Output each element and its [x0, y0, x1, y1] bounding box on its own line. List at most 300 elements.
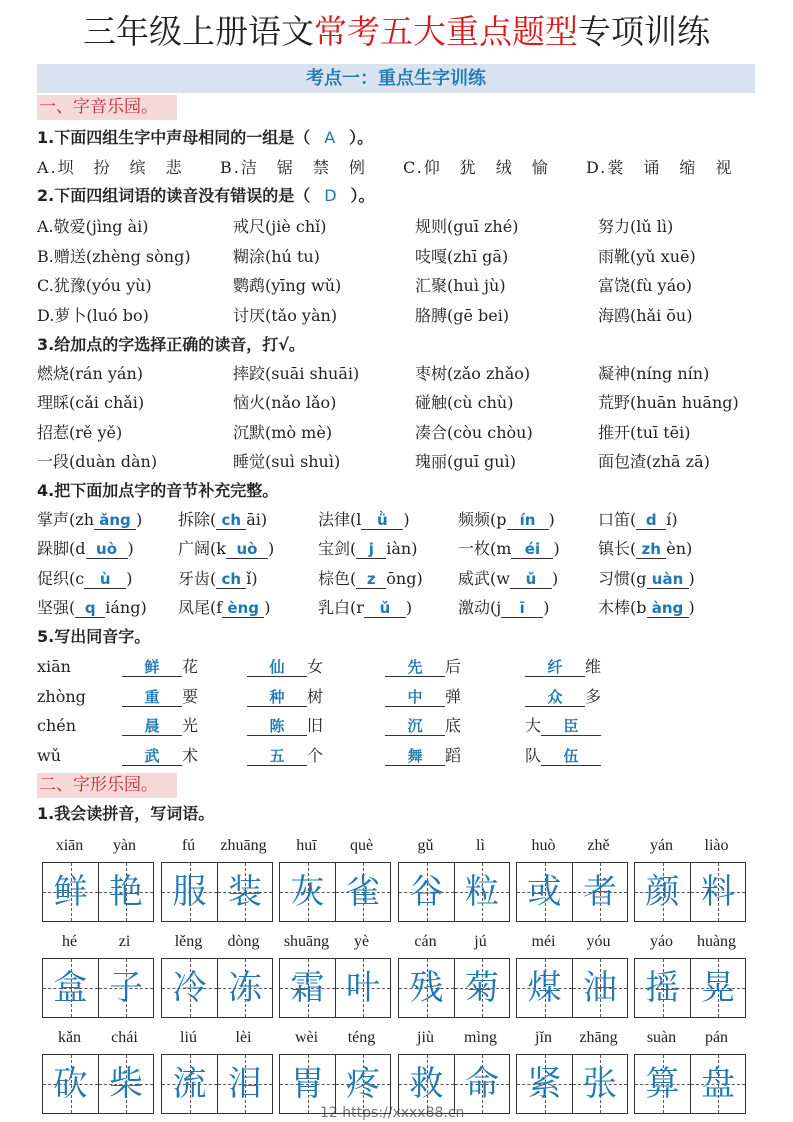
reading-choice-item: 荒野(huān huāng)	[598, 393, 739, 413]
pinyin-label: wǔ	[37, 745, 61, 765]
written-character: 胃	[290, 1064, 325, 1104]
answer-blank: ǎng	[94, 511, 136, 530]
word-reading: 胳膊(gē bei)	[415, 305, 510, 325]
answer-blank: uò	[226, 540, 268, 559]
pinyin: yóu	[586, 933, 611, 950]
word: 口笛	[598, 510, 631, 529]
answer-text: A	[324, 128, 336, 147]
pinyin: jiù	[417, 1029, 434, 1046]
pinyin-option[interactable]: zā	[685, 451, 704, 471]
word-writing-box	[634, 862, 746, 922]
word-writing-box	[42, 958, 154, 1018]
answer-blank: ǔ	[364, 599, 406, 618]
syllable-suffix: iáng	[105, 597, 141, 617]
word: 瑰丽	[415, 451, 448, 471]
word: 习惯	[598, 568, 631, 588]
pinyin-option[interactable]: cǎi	[75, 393, 99, 413]
written-character: 者	[583, 872, 617, 912]
tian-grid-cell	[572, 863, 627, 921]
syllable-prefix: g	[636, 568, 647, 588]
pinyin: jǐn	[535, 1029, 552, 1046]
syllable-prefix: p	[496, 510, 507, 529]
question-title	[37, 627, 150, 647]
homophone-item	[385, 657, 461, 677]
word-writing-box	[42, 862, 154, 922]
answer-blank: 鲜	[122, 658, 182, 677]
tian-grid-cell	[635, 863, 690, 921]
written-character: 盒	[53, 968, 88, 1008]
written-character: 谷	[409, 872, 444, 912]
written-character: 菊	[465, 968, 499, 1008]
reading-choice-item: 摔跤(suāi shuāi)	[233, 364, 360, 383]
pinyin-label: zhòng	[37, 686, 86, 706]
syllable-item: 掌声(zh ǎng )	[37, 510, 143, 529]
written-character: 张	[583, 1064, 617, 1104]
answer-blank: uàn	[647, 570, 689, 589]
syllable-item: 习惯(g uàn )	[598, 568, 695, 588]
word-writing-box	[516, 958, 628, 1018]
pinyin: zhě	[587, 837, 610, 854]
word: 招惹	[37, 422, 70, 442]
homophone-item	[385, 716, 461, 736]
written-character: 煤	[527, 968, 562, 1008]
syllable-item: 凤尾(f èng )	[178, 597, 271, 617]
pinyin-option[interactable]: lǎo	[305, 393, 331, 413]
title-part: 专项训练	[578, 12, 710, 51]
word-writing-box	[42, 1054, 154, 1114]
written-character: 灰	[290, 872, 325, 912]
answer-blank: 陈	[247, 717, 307, 736]
tian-grid-cell	[517, 1055, 572, 1113]
word: 促织	[37, 568, 70, 588]
answer-blank: 先	[385, 658, 445, 677]
question-title	[37, 804, 214, 824]
homophone-item	[385, 746, 461, 766]
pinyin-option[interactable]: zhā	[652, 451, 681, 471]
tian-grid-cell	[635, 1055, 690, 1113]
pinyin: gǔ	[417, 837, 434, 854]
pinyin-option[interactable]: tēi	[663, 422, 685, 442]
syllable-item: 法律(l ǜ )	[318, 510, 410, 529]
pinyin-option[interactable]: nín	[677, 364, 704, 383]
reading-choice-item: 理睬(cǎi chǎi)	[37, 393, 145, 413]
tian-grid-cell	[162, 863, 217, 921]
word-writing-box	[279, 1054, 391, 1114]
word: 理睬	[37, 393, 70, 413]
syllable-item: 木棒(b àng )	[598, 597, 695, 617]
answer-blank: 纤	[525, 658, 585, 677]
tian-grid-cell	[690, 863, 745, 921]
reading-choice-item: 枣树(zǎo zhǎo)	[415, 364, 531, 383]
option: A.坝 扮 缤 悲	[37, 158, 184, 177]
tian-grid-cell	[454, 1055, 509, 1113]
option: C.仰 犹 绒 愉	[403, 158, 550, 177]
syllable-item: 跺脚(d uò )	[37, 539, 134, 559]
tian-grid-cell	[217, 959, 272, 1017]
reading-choice-item: 瑰丽(guī guì)	[415, 451, 516, 471]
word: 荒野	[598, 393, 631, 413]
pinyin-option[interactable]: zǎo	[453, 364, 481, 383]
word-reading: 雨靴(yǔ xuē)	[598, 246, 696, 266]
syllable-prefix: k	[216, 539, 226, 559]
reading-choice-item: 凑合(còu chòu)	[415, 422, 533, 442]
word: 乳白	[318, 597, 351, 617]
pinyin-option[interactable]: duàn	[75, 451, 116, 471]
syllable-suffix: èn	[666, 539, 687, 559]
word: 激动	[458, 597, 491, 617]
written-character: 盘	[701, 1064, 735, 1104]
reading-choice-item: 一段(duàn dàn)	[37, 451, 158, 471]
question-end: ）。	[350, 186, 375, 205]
word-writing-box	[279, 862, 391, 922]
reading-choice-item: 招惹(rě yě)	[37, 422, 123, 442]
suffix-char: 多	[585, 686, 602, 706]
word-writing-box	[161, 1054, 273, 1114]
answer-blank: z	[356, 570, 386, 589]
reading-choice-item: 睡觉(suì shuì)	[233, 451, 341, 471]
word: 推开	[598, 422, 631, 442]
word: 棕色	[318, 568, 351, 588]
question-end: ）。	[349, 128, 374, 147]
reading-choice-item: 碰触(cù chù)	[415, 393, 514, 413]
word: 沉默	[233, 422, 266, 442]
word-reading: 努力(lǔ lì)	[598, 217, 674, 236]
pinyin-option[interactable]: níng	[636, 364, 673, 383]
syllable-item: 拆除( ch āi)	[178, 510, 268, 529]
syllable-prefix: r	[356, 597, 364, 617]
written-character: 霜	[290, 968, 325, 1008]
reading-choice-item: 凝神(níng nín)	[598, 364, 710, 383]
tian-grid-cell	[572, 1055, 627, 1113]
syllable-item: 牙齿( ch ǐ)	[178, 568, 258, 588]
homophone-item	[122, 716, 198, 736]
word: 镇长	[598, 539, 631, 559]
written-character: 泪	[228, 1064, 262, 1104]
word: 凑合	[415, 422, 448, 442]
answer-blank: ín	[507, 511, 549, 530]
pinyin: xiān	[55, 837, 84, 854]
suffix-char: 弹	[445, 686, 462, 706]
pinyin-option[interactable]: suāi	[271, 364, 305, 383]
pinyin-option[interactable]: mè	[301, 422, 326, 442]
tian-grid-cell	[690, 1055, 745, 1113]
word-writing-box	[161, 958, 273, 1018]
word-reading: 汇聚(huì jù)	[415, 276, 506, 295]
pinyin-option[interactable]: huān	[636, 393, 677, 413]
homophone-item	[122, 746, 198, 766]
question-text: 4.把下面加点字的音节补充完整。	[37, 481, 279, 500]
word-reading: 海鸥(hǎi ōu)	[598, 305, 693, 325]
tian-grid-cell	[43, 863, 98, 921]
pinyin: huī	[296, 837, 317, 854]
suffix-char: 后	[445, 657, 462, 676]
syllable-prefix: c	[75, 568, 85, 588]
pinyin-option[interactable]: chǎi	[103, 393, 138, 413]
question-text: 3.给加点的字选择正确的读音，打√。	[37, 335, 305, 354]
answer-blank: 武	[122, 747, 182, 766]
pinyin: yán	[649, 837, 674, 854]
pinyin-option[interactable]: cù	[453, 393, 473, 413]
word-reading: A.敬爱(jìng ài)	[37, 217, 149, 236]
pinyin-option[interactable]: shuì	[300, 451, 334, 471]
word: 恼火	[233, 393, 266, 413]
written-character: 紧	[527, 1064, 562, 1104]
answer-blank: ǔ	[510, 570, 552, 589]
pinyin: huò	[531, 837, 556, 854]
word: 凤尾	[178, 597, 211, 617]
homophone-item	[525, 687, 601, 707]
written-character: 残	[409, 968, 444, 1008]
answer-blank: ch	[216, 511, 246, 530]
question-text: 1.我会读拼音，写词语。	[37, 804, 215, 823]
pinyin-option[interactable]: chòu	[487, 422, 527, 442]
written-character: 救	[409, 1064, 444, 1104]
pinyin: lèi	[235, 1029, 252, 1046]
pinyin: huàng	[696, 933, 737, 950]
word-reading: B.赠送(zhèng sòng)	[37, 246, 191, 266]
word: 广阔	[178, 539, 211, 559]
pinyin-option[interactable]: rán	[75, 364, 103, 383]
suffix-char: 光	[182, 716, 199, 735]
syllable-item: 棕色( z ōng)	[318, 568, 423, 588]
pinyin: què	[349, 837, 374, 854]
section-heading-2: 二、字形乐园。	[37, 773, 177, 798]
syllable-prefix: l	[356, 510, 362, 529]
pinyin: yè	[353, 933, 370, 950]
tian-grid-cell	[43, 959, 98, 1017]
suffix-char: 蹈	[445, 745, 462, 765]
word-writing-box	[634, 958, 746, 1018]
pinyin: wèi	[294, 1029, 319, 1046]
word: 凝神	[598, 364, 631, 383]
answer-blank: q	[75, 599, 105, 618]
written-character: 艳	[109, 872, 143, 912]
suffix-char: 底	[445, 716, 462, 735]
written-character: 砍	[53, 1064, 88, 1104]
answer-blank: 仙	[247, 658, 307, 677]
answer-blank: 臣	[541, 717, 601, 736]
word-writing-box	[279, 958, 391, 1018]
tian-grid-cell	[217, 1055, 272, 1113]
reading-choice-item: 推开(tuī tēi)	[598, 422, 691, 442]
tian-grid-cell	[335, 1055, 390, 1113]
syllable-item: 广阔(k uò )	[178, 539, 275, 559]
pinyin-option[interactable]: còu	[453, 422, 483, 442]
pinyin-option[interactable]: shuāi	[309, 364, 354, 383]
homophone-item	[247, 746, 323, 766]
pinyin-option[interactable]: guì	[484, 451, 510, 471]
watermark: 12 https://xxxx88.cn	[320, 1105, 465, 1121]
pinyin: fú	[181, 837, 196, 854]
pinyin-option[interactable]: nǎo	[271, 393, 301, 413]
question-text: 2.下面四组词语的读音没有错误的是（	[37, 186, 311, 205]
pinyin: jú	[474, 933, 487, 950]
tian-grid-cell	[217, 863, 272, 921]
answer-blank: 舞	[385, 747, 445, 766]
tian-grid-cell	[43, 1055, 98, 1113]
word-writing-box	[634, 1054, 746, 1114]
answer-blank: 重	[122, 688, 182, 707]
syllable-prefix: zh	[75, 510, 94, 529]
syllable-item: 口笛( d í)	[598, 510, 678, 529]
written-character: 鲜	[53, 872, 88, 912]
answer-blank: j	[356, 540, 386, 559]
pinyin: méi	[531, 933, 556, 950]
tian-grid-cell	[98, 1055, 153, 1113]
pinyin: zhuāng	[220, 837, 267, 854]
title-highlight: 常考五大重点题型	[314, 12, 578, 51]
answer-blank: 五	[247, 747, 307, 766]
homophone-item	[122, 687, 198, 707]
pinyin: yàn	[112, 837, 137, 854]
word-reading: 讨厌(tǎo yàn)	[233, 305, 338, 325]
word: 威武	[458, 568, 491, 588]
word-writing-box	[516, 1054, 628, 1114]
question-title	[37, 335, 305, 355]
suffix-char: 术	[182, 745, 199, 765]
option: B.洁 锯 禁 例	[220, 158, 367, 177]
answer-blank: d	[636, 511, 666, 530]
word-reading: 吱嘎(zhī gā)	[415, 246, 509, 266]
written-character: 料	[701, 872, 735, 912]
written-character: 叶	[346, 968, 380, 1008]
word-reading: 鹦鹉(yīng wǔ)	[233, 276, 342, 295]
suffix-char: 维	[585, 657, 602, 676]
homophone-item	[525, 657, 601, 677]
pinyin-option[interactable]: dàn	[120, 451, 151, 471]
page-title	[0, 12, 793, 52]
written-character: 雀	[346, 872, 380, 912]
pinyin-option[interactable]: rě	[75, 422, 93, 442]
suffix-char: 花	[182, 657, 199, 676]
tian-grid-cell	[162, 1055, 217, 1113]
word: 燃烧	[37, 364, 70, 383]
syllable-item: 威武(w ǔ )	[458, 568, 559, 588]
reading-choice-item: 沉默(mò mè)	[233, 422, 333, 442]
question-title	[37, 481, 278, 501]
tian-grid-cell	[399, 1055, 454, 1113]
word: 木棒	[598, 597, 631, 617]
pinyin-option[interactable]: yě	[97, 422, 116, 442]
syllable-suffix: ōng	[386, 568, 417, 588]
pinyin: liào	[704, 837, 729, 854]
syllable-prefix: w	[496, 568, 510, 588]
word: 牙齿	[178, 568, 211, 588]
word: 碰触	[415, 393, 448, 413]
pinyin: chái	[111, 1029, 138, 1046]
pinyin-option[interactable]: zhǎo	[485, 364, 524, 383]
written-character: 疼	[346, 1064, 380, 1104]
question-text: 5.写出同音字。	[37, 627, 151, 646]
reading-choice-item: 燃烧(rán yán)	[37, 364, 143, 383]
syllable-item: 坚强( q iáng)	[37, 597, 147, 617]
word: 一枚	[458, 539, 491, 559]
syllable-item: 促织(c ù )	[37, 568, 133, 588]
pinyin: zhāng	[579, 1029, 618, 1046]
answer-blank: 伍	[541, 747, 601, 766]
pinyin: mìng	[464, 1029, 497, 1046]
homophone-item	[247, 657, 323, 677]
syllable-item: 镇长( zh èn)	[598, 539, 693, 559]
pinyin: yáo	[649, 933, 674, 950]
homophone-item	[247, 716, 323, 736]
reading-choice-item: 面包渣(zhā zā)	[598, 451, 710, 471]
word: 坚强	[37, 597, 70, 617]
tian-grid-cell	[280, 863, 335, 921]
answer-blank: àng	[647, 599, 689, 618]
tian-grid-cell	[454, 959, 509, 1017]
word-reading: 规则(guī zhé)	[415, 217, 519, 236]
pinyin: shuāng	[283, 933, 330, 950]
written-character: 服	[172, 872, 207, 912]
answer-blank: ù	[84, 570, 126, 589]
title-part: 三年级上册语文	[83, 12, 314, 51]
pinyin: liú	[180, 1029, 197, 1046]
suffix-char: 女	[307, 657, 324, 676]
word-writing-box	[398, 862, 510, 922]
syllable-prefix: f	[216, 597, 223, 617]
answer-blank: ī	[501, 599, 543, 618]
answer-blank: 众	[525, 688, 585, 707]
word: 拆除	[178, 510, 211, 529]
written-character: 装	[228, 872, 262, 912]
pinyin-option[interactable]: guī	[453, 451, 479, 471]
written-character: 摇	[645, 968, 680, 1008]
homophone-item	[247, 687, 323, 707]
pinyin-option[interactable]: chù	[477, 393, 508, 413]
word: 跺脚	[37, 539, 70, 559]
word-reading: 糊涂(hú tu)	[233, 246, 320, 266]
pinyin-option[interactable]: huāng	[681, 393, 733, 413]
topic-banner: 考点一：重点生字训练	[37, 64, 755, 93]
written-character: 子	[109, 968, 143, 1008]
written-character: 冻	[228, 968, 262, 1008]
prefix-char: 大	[525, 716, 542, 735]
homophone-item	[122, 657, 198, 677]
question-title	[37, 186, 375, 206]
pinyin-option[interactable]: tuī	[636, 422, 659, 442]
answer-blank: èng	[222, 599, 264, 618]
prefix-char: 队	[525, 745, 542, 765]
pinyin: zi	[118, 933, 131, 950]
suffix-char: 树	[307, 686, 324, 706]
pinyin: pán	[704, 1029, 729, 1046]
word: 频频	[458, 510, 491, 529]
syllable-suffix: ǐ	[246, 568, 252, 588]
answer-blank: éi	[511, 540, 553, 559]
pinyin: téng	[347, 1029, 376, 1046]
word-writing-box	[398, 958, 510, 1018]
answer-blank: uò	[86, 540, 128, 559]
word-writing-box	[516, 862, 628, 922]
word: 掌声	[37, 510, 70, 529]
written-character: 流	[172, 1064, 207, 1104]
written-character: 柴	[109, 1064, 143, 1104]
tian-grid-cell	[98, 863, 153, 921]
option: D.裳 诵 缩 视	[586, 158, 734, 177]
written-character: 命	[465, 1064, 499, 1104]
word: 法律	[318, 510, 351, 529]
tian-grid-cell	[690, 959, 745, 1017]
written-character: 颜	[645, 872, 680, 912]
pinyin: lì	[476, 837, 485, 854]
tian-grid-cell	[162, 959, 217, 1017]
word-reading: 戒尺(jiè chǐ)	[233, 217, 327, 236]
pinyin-option[interactable]: suì	[271, 451, 295, 471]
pinyin-option[interactable]: mò	[271, 422, 297, 442]
pinyin-option[interactable]: yán	[107, 364, 137, 383]
question-text: 1.下面四组生字中声母相同的一组是（	[37, 128, 311, 147]
